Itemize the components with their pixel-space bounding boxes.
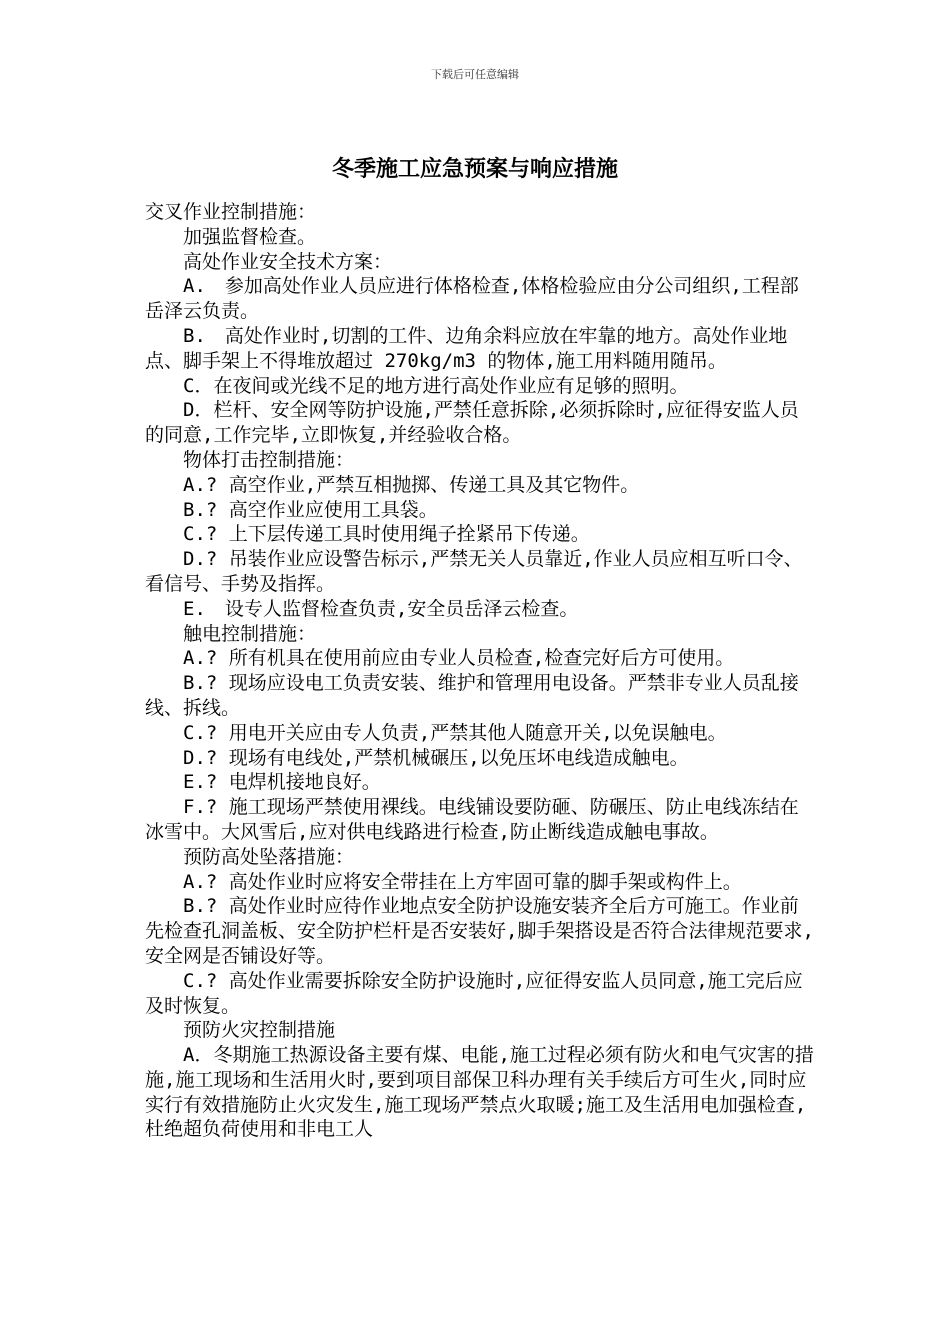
body-paragraph: B.? 高空作业应使用工具袋。 (183, 498, 438, 521)
body-paragraph: D．栏杆、安全网等防护设施,严禁任意拆除,必须拆除时,应征得安监人员的同意,工作完毕,立即恢复,并经验收合格。 (145, 399, 799, 447)
body-paragraph: E.? 电焊机接地良好。 (183, 771, 381, 794)
body-paragraph: C.? 上下层传递工具时使用绳子拴紧吊下传递。 (183, 523, 590, 546)
body-paragraph: D.? 现场有电线处,严禁机械碾压,以免压坏电线造成触电。 (183, 746, 689, 769)
body-paragraph: B.? 高处作业时应待作业地点安全防护设施安装齐全后方可施工。作业前先检查孔洞盖板、安全防护栏杆是否安装好,脚手架搭设是否符合法律规范要求,安全网是否铺设好等。 (145, 895, 814, 967)
body-paragraph: 预防火灾控制措施 (183, 1019, 336, 1042)
body-paragraph: 物体打击控制措施： (183, 448, 355, 471)
body-paragraph: 加强监督检查。 (183, 225, 317, 248)
header-note: 下载后可任意编辑 (431, 68, 519, 81)
body-paragraph: F.? 施工现场严禁使用裸线。电线铺设要防砸、防碾压、防止电线冻结在冰雪中。大风雪后,应对供电线路进行检查,防止断线造成触电事故。 (145, 796, 799, 843)
body-paragraph: 交叉作业控制措施： (145, 201, 317, 223)
body-paragraph: 预防高处坠落措施： (183, 845, 355, 868)
body-paragraph: E. 设专人监督检查负责,安全员岳泽云检查。 (183, 597, 579, 620)
body-paragraph: D.? 吊装作业应设警告标示,严禁无关人员靠近,作业人员应相互听口令、看信号、手势及指挥。 (145, 548, 803, 595)
body-paragraph: C.? 高处作业需要拆除安全防护设施时,应征得安监人员同意,施工完后应及时恢复。 (145, 969, 803, 1017)
body-paragraph: A.? 所有机具在使用前应由专业人员检查,检查完好后方可使用。 (183, 647, 735, 670)
body-paragraph: A.? 高处作业时应将安全带挂在上方牢固可靠的脚手架或构件上。 (183, 870, 742, 893)
body-paragraph: 高处作业安全技术方案： (183, 250, 393, 273)
body-paragraph: C．在夜间或光线不足的地方进行高处作业应有足够的照明。 (183, 374, 689, 397)
document-body (145, 200, 815, 1142)
body-paragraph: A．冬期施工热源设备主要有煤、电能,施工过程必须有防火和电气灾害的措施,施工现场和生活用火时,要到项目部保卫科办理有关手续后方可生火,同时应实行有效措施防止火灾发生,施工现场严禁点火取暖;施工及生活用电加强检查,杜绝超负荷使用和非电工人 (145, 1044, 814, 1141)
body-paragraph: 触电控制措施： (183, 622, 317, 645)
body-paragraph: C.? 用电开关应由专人负责,严禁其他人随意开关,以免误触电。 (183, 721, 727, 744)
body-paragraph: B.? 现场应设电工负责安装、维护和管理用电设备。严禁非专业人员乱接线、拆线。 (145, 672, 799, 719)
document-title: 冬季施工应急预案与响应措施 (331, 156, 618, 182)
body-paragraph: A.? 高空作业,严禁互相抛掷、传递工具及其它物件。 (183, 473, 640, 496)
body-paragraph: B. 高处作业时,切割的工件、边角余料应放在牢靠的地方。高处作业地点、脚手架上不得堆放超过 270kg/m3 的物体,施工用料随用随吊。 (145, 324, 788, 372)
body-paragraph: A. 参加高处作业人员应进行体格检查,体格检验应由分公司组织,工程部岳泽云负责。 (145, 275, 799, 323)
